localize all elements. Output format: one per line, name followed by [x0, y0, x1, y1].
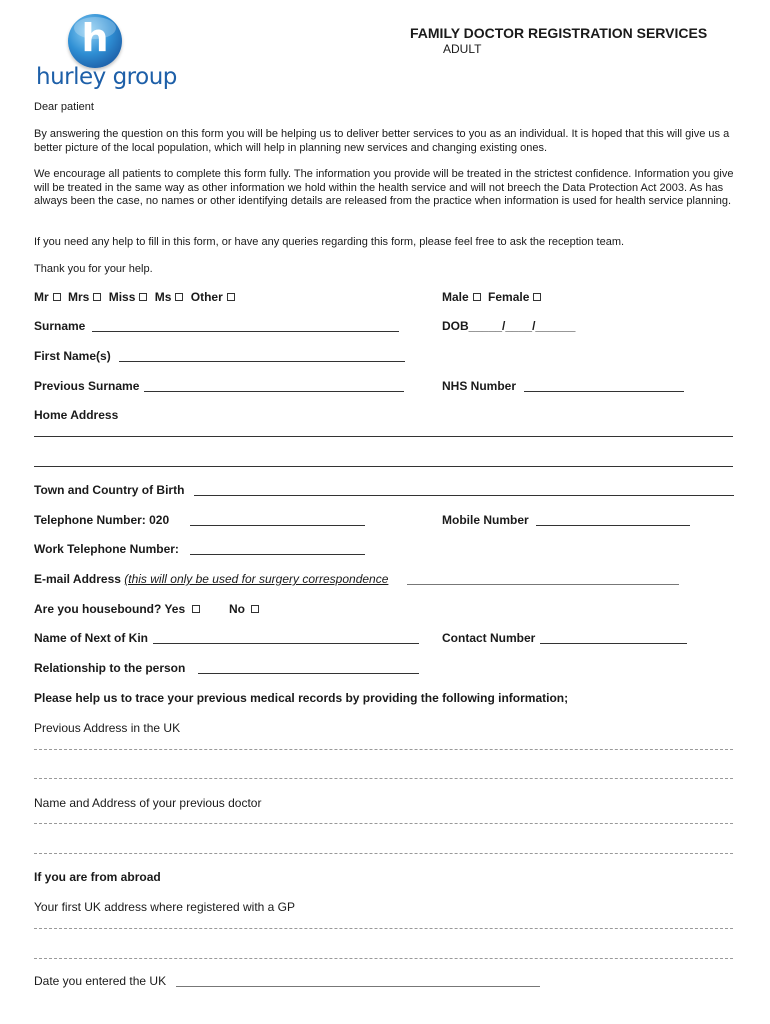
previous-address-line-1[interactable]	[34, 749, 733, 750]
home-address-line-1[interactable]	[34, 436, 733, 437]
housebound-yes-checkbox[interactable]	[192, 605, 200, 613]
previous-doctor-line-1[interactable]	[34, 823, 733, 824]
title-miss-label: Miss	[108, 290, 136, 304]
abroad-heading: If you are from abroad	[34, 870, 161, 884]
title-other-checkbox[interactable]	[227, 293, 235, 301]
previous-doctor-line-2[interactable]	[34, 853, 733, 854]
first-uk-address-line-2[interactable]	[34, 958, 733, 959]
previous-doctor-label: Name and Address of your previous doctor	[34, 796, 262, 810]
gender-female-label: Female	[488, 290, 530, 304]
nhs-number-label: NHS Number	[442, 379, 517, 393]
form-subtitle: ADULT	[443, 42, 482, 56]
title-mr-checkbox[interactable]	[53, 293, 61, 301]
housebound-yes-label: Yes	[164, 602, 186, 616]
email-note: (this will only be used for surgery correspondence	[124, 572, 389, 586]
housebound-row	[34, 602, 204, 616]
previous-surname-label: Previous Surname	[34, 379, 140, 393]
title-mrs-checkbox[interactable]	[93, 293, 101, 301]
gender-options	[442, 290, 545, 304]
surname-field[interactable]	[92, 331, 399, 332]
email-label: E-mail Address	[34, 572, 121, 586]
town-birth-label: Town and Country of Birth	[34, 483, 185, 497]
home-address-label: Home Address	[34, 408, 119, 422]
work-telephone-field[interactable]	[190, 554, 365, 555]
salutation: Dear patient	[34, 101, 94, 113]
dob-field[interactable]: DOB_____/____/______	[442, 319, 576, 333]
next-of-kin-label: Name of Next of Kin	[34, 631, 149, 645]
next-of-kin-field[interactable]	[153, 643, 419, 644]
gender-female-checkbox[interactable]	[533, 293, 541, 301]
title-mrs-label: Mrs	[68, 290, 90, 304]
hurley-group-logo-mark	[68, 14, 122, 68]
town-birth-field[interactable]	[194, 495, 734, 496]
housebound-no-label: No	[229, 602, 245, 616]
email-row	[34, 572, 388, 586]
work-telephone-label: Work Telephone Number:	[34, 542, 179, 556]
relationship-label: Relationship to the person	[34, 661, 186, 675]
home-address-line-2[interactable]	[34, 466, 733, 467]
contact-number-label: Contact Number	[442, 631, 536, 645]
mobile-field[interactable]	[536, 525, 690, 526]
form-title: FAMILY DOCTOR REGISTRATION SERVICES	[410, 25, 708, 41]
surname-label: Surname	[34, 319, 86, 333]
first-uk-address-label: Your first UK address where registered with a GP	[34, 900, 296, 914]
title-ms-checkbox[interactable]	[175, 293, 183, 301]
date-entered-uk-label: Date you entered the UK	[34, 974, 167, 988]
telephone-field[interactable]	[190, 525, 365, 526]
housebound-no	[229, 602, 263, 616]
contact-number-field[interactable]	[540, 643, 687, 644]
title-ms-label: Ms	[154, 290, 172, 304]
title-mr-label: Mr	[34, 290, 49, 304]
title-other-label: Other	[190, 290, 223, 304]
gender-male-label: Male	[442, 290, 469, 304]
previous-address-line-2[interactable]	[34, 778, 733, 779]
intro-paragraph-2: We encourage all patients to complete this form fully. The information you provide will be treated in the strictest confidence. Information you give will be treated in the same way as other information we hold within the health service and will not breech the Data Protection Act 2003. As has always been the case, no names or other identifying details are released from the practice when information is used for health service planning.	[34, 168, 734, 207]
housebound-no-checkbox[interactable]	[251, 605, 259, 613]
mobile-label: Mobile Number	[442, 513, 529, 527]
previous-address-label: Previous Address in the UK	[34, 721, 181, 735]
intro-paragraph-1: By answering the question on this form you will be helping us to deliver better services to you as an individual. It is hoped that this will give us a better picture of the local population, which will help in planning new services and changing existing ones.	[34, 128, 730, 154]
logo-letter: h	[81, 16, 109, 60]
email-field[interactable]	[407, 584, 679, 585]
first-names-label: First Name(s)	[34, 349, 111, 363]
title-options	[34, 290, 239, 304]
intro-paragraph-4: Thank you for your help.	[34, 263, 153, 275]
first-names-field[interactable]	[119, 361, 405, 362]
previous-surname-field[interactable]	[144, 391, 404, 392]
telephone-label: Telephone Number: 020	[34, 513, 170, 527]
nhs-number-field[interactable]	[524, 391, 684, 392]
gender-male-checkbox[interactable]	[473, 293, 481, 301]
housebound-label: Are you housebound?	[34, 602, 162, 616]
title-miss-checkbox[interactable]	[139, 293, 147, 301]
first-uk-address-line-1[interactable]	[34, 928, 733, 929]
trace-records-heading: Please help us to trace your previous medical records by providing the following information;	[34, 691, 569, 705]
logo-wordmark: hurley group	[36, 64, 177, 90]
intro-paragraph-3: If you need any help to fill in this form, or have any queries regarding this form, please feel free to ask the reception team.	[34, 236, 625, 248]
date-entered-uk-field[interactable]	[176, 986, 540, 987]
relationship-field[interactable]	[198, 673, 419, 674]
